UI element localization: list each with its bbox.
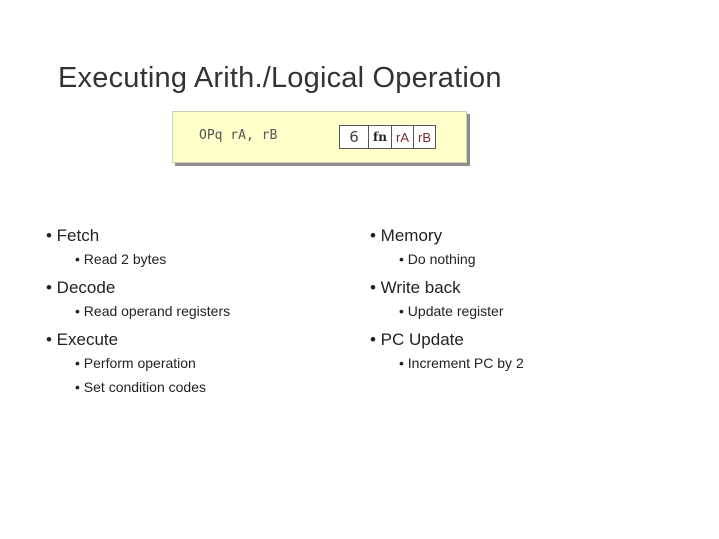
stage-detail: • Set condition codes: [75, 379, 206, 395]
slide-title: Executing Arith./Logical Operation: [58, 62, 502, 94]
stage-heading: • Memory: [370, 226, 443, 245]
instruction-syntax: OPq rA, rB: [199, 128, 278, 143]
stage-detail: • Increment PC by 2: [399, 355, 524, 371]
ra-field: rA: [391, 125, 413, 149]
rb-field: rB: [413, 125, 436, 149]
stage-detail: • Update register: [399, 303, 504, 319]
stage-heading: • Write back: [370, 278, 461, 297]
stage-detail: • Read 2 bytes: [75, 251, 167, 267]
stage-detail: • Read operand registers: [75, 303, 231, 319]
stage-detail: • Do nothing: [399, 251, 476, 267]
stage-heading: • PC Update: [370, 330, 464, 349]
instruction-fields: [339, 125, 436, 149]
stage-heading: • Decode: [46, 278, 116, 297]
instruction-encoding-box: [172, 111, 467, 163]
stage-heading: • Fetch: [46, 226, 100, 245]
stage-heading: • Execute: [46, 330, 119, 349]
icode-field: 6: [339, 125, 368, 149]
stage-detail: • Perform operation: [75, 355, 196, 371]
ifun-field: fn: [368, 125, 391, 149]
